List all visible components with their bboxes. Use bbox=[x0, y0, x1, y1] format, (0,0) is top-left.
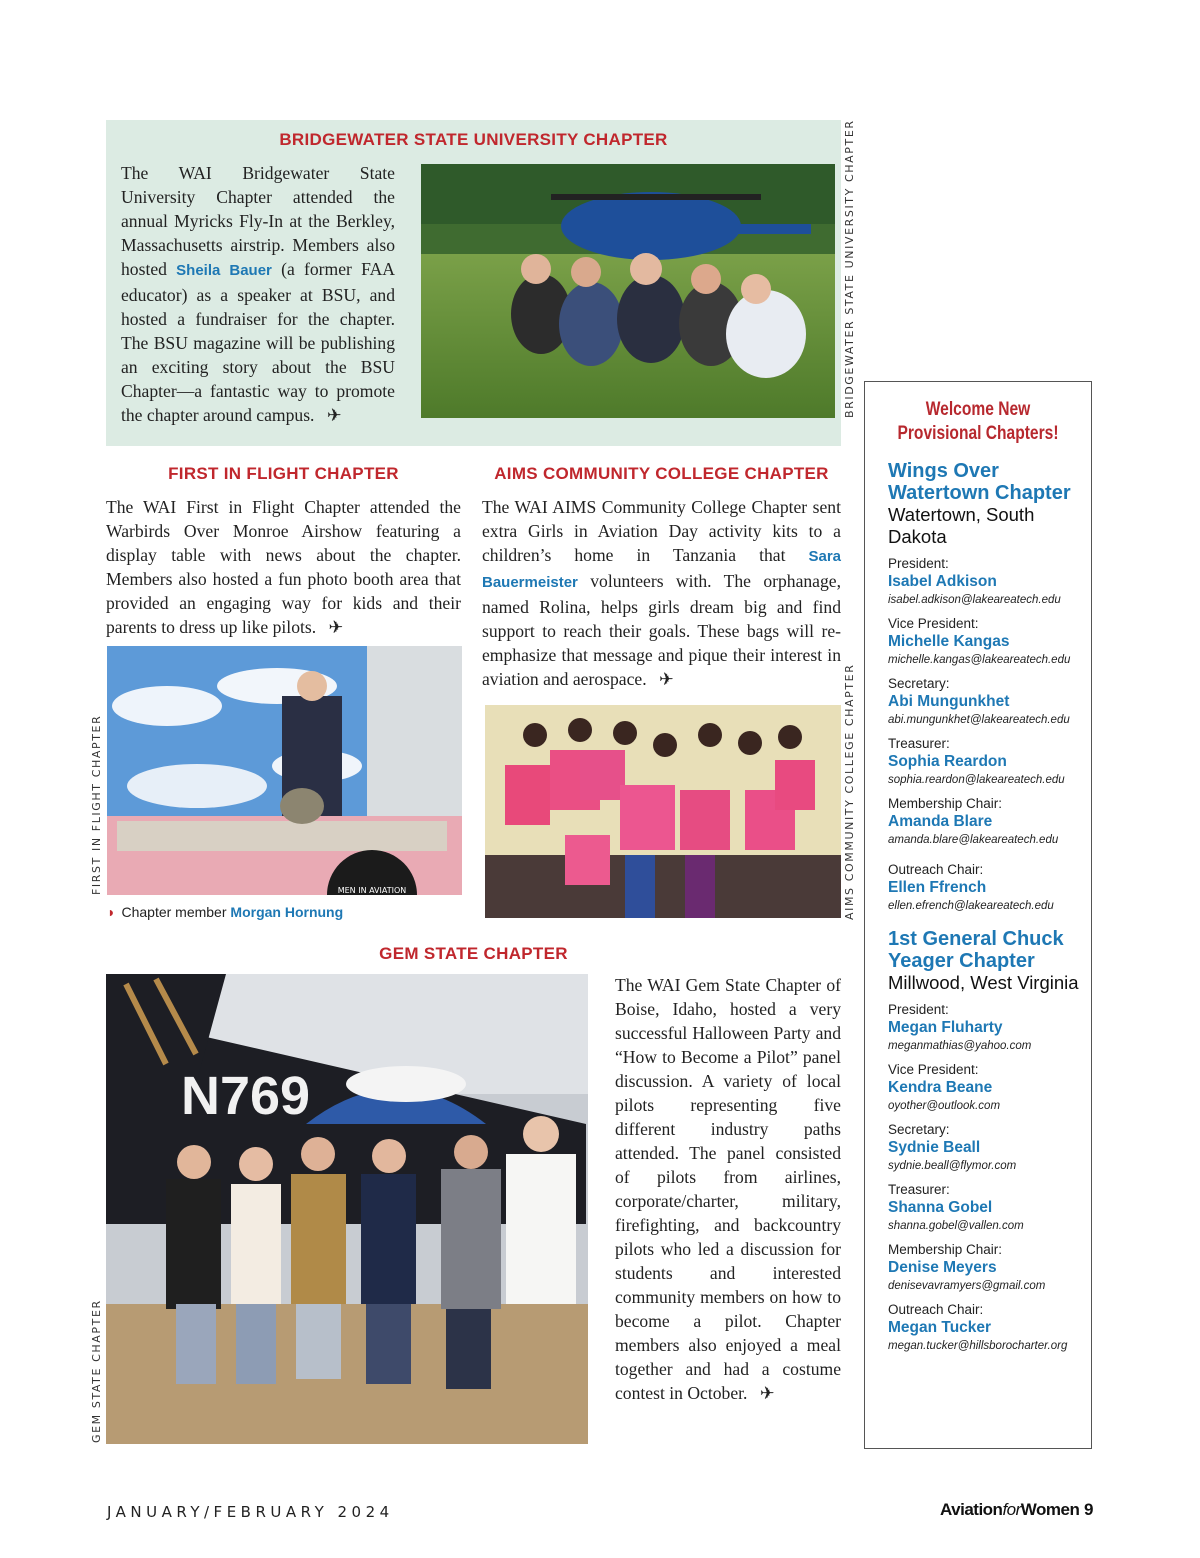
officer-role: Membership Chair: bbox=[888, 796, 1003, 811]
officer-name: Kendra Beane bbox=[888, 1079, 993, 1096]
officer-role: President: bbox=[888, 556, 949, 571]
gem-text-body: The WAI Gem State Chapter of Boise, Idaho, hosted a very successful Halloween Party and “How to Become a Pilot” panel discussion. A variety of local pilots representing five different industry paths attended. The panel consisted of pilots from airlines, corporate/charter, military, firefighting, and backcountry pilots who led a discussion for students and interested community members on how to become a pilot. Chapter members also enjoyed a meal together and had a costume contest in October. bbox=[615, 975, 841, 1403]
aims-text-part1: The WAI AIMS Community College Chapter sent extra Girls in Aviation Day activity kits to a children’s home in Tanzania that bbox=[482, 497, 841, 565]
chapter-block bbox=[865, 922, 1091, 1354]
sidebar-title-line1: Welcome New bbox=[925, 399, 1031, 420]
fif-caption-name: Morgan Hornung bbox=[230, 904, 344, 920]
provisional-chapters-sidebar bbox=[864, 381, 1092, 1449]
officer-email: denisevavramyers@gmail.com bbox=[888, 1280, 1046, 1292]
officer-email: shanna.gobel@vallen.com bbox=[888, 1220, 1024, 1232]
bsu-text-part1: The WAI Bridgewater State University Chapter attended the annual Myricks Fly-In at the Berkley, Massachusetts airstrip. Members also hosted bbox=[121, 163, 395, 279]
fif-caption bbox=[107, 904, 343, 920]
magazine-name-part2: for bbox=[1002, 1500, 1021, 1519]
officer-role: President: bbox=[888, 1002, 949, 1017]
officer-name: Sydnie Beall bbox=[888, 1139, 981, 1156]
aims-heading: AIMS COMMUNITY COLLEGE CHAPTER bbox=[494, 464, 829, 483]
officer-role: Treasurer: bbox=[888, 736, 950, 751]
officer-role: Vice President: bbox=[888, 1062, 979, 1077]
officer-entry bbox=[888, 736, 1083, 788]
officer-entry bbox=[888, 1242, 1083, 1294]
officer-role: Outreach Chair: bbox=[888, 1302, 984, 1317]
page-number: 9 bbox=[1084, 1500, 1094, 1519]
officer-email: sydnie.beall@flymor.com bbox=[888, 1160, 1017, 1172]
officer-email: isabel.adkison@lakeareatech.edu bbox=[888, 594, 1061, 606]
fif-text-body: The WAI First in Flight Chapter attended the Warbirds Over Monroe Airshow featuring a display table with news about the chapter. Members also hosted a fun photo booth area that provided an engaging way for kids and their parents to dress up like pilots. bbox=[106, 497, 461, 637]
officer-name: Ellen Ffrench bbox=[888, 879, 987, 896]
footer-date: JANUARY/FEBRUARY 2024 bbox=[107, 1503, 394, 1521]
officer-name: Isabel Adkison bbox=[888, 573, 997, 590]
officer-name: Sophia Reardon bbox=[888, 753, 1007, 770]
officer-email: michelle.kangas@lakeareatech.edu bbox=[888, 654, 1071, 666]
aims-highlight-name: Sara Bauermeister bbox=[482, 548, 841, 591]
footer-magazine-name bbox=[940, 1500, 1080, 1520]
officer-email: meganmathias@yahoo.com bbox=[888, 1040, 1032, 1052]
aims-text bbox=[482, 495, 841, 691]
officer-name: Denise Meyers bbox=[888, 1259, 997, 1276]
officer-entry bbox=[888, 1302, 1083, 1354]
bsu-text-part2: (a former FAA educator) as a speaker at BSU, and hosted a fundraiser for the chapter. The BSU magazine will be publishing an exciting story about the BSU Chapter—a fantastic way to promote the chapter around campus. bbox=[121, 259, 395, 425]
gem-side-label: GEM STATE CHAPTER bbox=[90, 1299, 103, 1443]
fif-photo bbox=[107, 646, 462, 895]
aims-text-part2: volunteers with. The orphanage, named Rolina, helps girls dream big and find support to reach their goals. These bags will re-emphasize that message and pique their interest in aviation and aerospace. bbox=[482, 571, 841, 689]
officer-role: Secretary: bbox=[888, 676, 950, 691]
end-mark-icon: ✈ bbox=[759, 1383, 775, 1403]
gem-photo-tail-number: N769 bbox=[181, 1066, 311, 1126]
officer-name: Shanna Gobel bbox=[888, 1199, 993, 1216]
fif-photo-banner-text: MEN IN AVIATION bbox=[337, 886, 407, 895]
officer-role: Treasurer: bbox=[888, 1182, 950, 1197]
officer-entry bbox=[888, 676, 1083, 728]
caption-marker-icon: ◗ bbox=[107, 904, 116, 920]
bsu-photo bbox=[421, 164, 835, 418]
officer-email: amanda.blare@lakeareatech.edu bbox=[888, 834, 1059, 846]
gem-heading: GEM STATE CHAPTER bbox=[379, 944, 568, 963]
officer-entry bbox=[888, 1062, 1083, 1114]
end-mark-icon: ✈ bbox=[659, 669, 674, 689]
officer-entry bbox=[888, 616, 1083, 668]
officer-name: Amanda Blare bbox=[888, 813, 993, 830]
officer-entry bbox=[888, 1182, 1083, 1234]
officer-role: Secretary: bbox=[888, 1122, 950, 1137]
officer-name: Megan Tucker bbox=[888, 1319, 992, 1336]
officer-entry bbox=[888, 556, 1083, 608]
end-mark-icon: ✈ bbox=[326, 405, 342, 425]
magazine-name-part3: Women bbox=[1020, 1500, 1080, 1519]
officer-name: Michelle Kangas bbox=[888, 633, 1010, 650]
officer-entry bbox=[888, 862, 1083, 914]
sidebar-title-line2: Provisional Chapters! bbox=[897, 423, 1059, 444]
fif-side-label: FIRST IN FLIGHT CHAPTER bbox=[90, 714, 103, 895]
aims-photo bbox=[485, 705, 841, 918]
fif-caption-prefix: Chapter member bbox=[121, 904, 231, 920]
officer-email: megan.tucker@hillsborocharter.org bbox=[888, 1340, 1068, 1352]
fif-text bbox=[106, 495, 461, 639]
officer-name: Abi Mungunkhet bbox=[888, 693, 1010, 710]
gem-text bbox=[615, 973, 841, 1405]
bsu-side-label: BRIDGEWATER STATE UNIVERSITY CHAPTER bbox=[843, 119, 856, 418]
officer-email: sophia.reardon@lakeareatech.edu bbox=[888, 774, 1065, 786]
fif-heading: FIRST IN FLIGHT CHAPTER bbox=[168, 464, 399, 483]
officer-role: Membership Chair: bbox=[888, 1242, 1003, 1257]
bsu-heading: BRIDGEWATER STATE UNIVERSITY CHAPTER bbox=[279, 130, 668, 149]
bsu-text bbox=[121, 161, 395, 427]
officer-role: Vice President: bbox=[888, 616, 979, 631]
end-mark-icon: ✈ bbox=[328, 617, 344, 637]
officer-email: oyother@outlook.com bbox=[888, 1100, 1001, 1112]
bsu-highlight-name: Sheila Bauer bbox=[176, 262, 272, 279]
officer-email: ellen.efrench@lakeareatech.edu bbox=[888, 900, 1054, 912]
officer-role: Outreach Chair: bbox=[888, 862, 984, 877]
aims-side-label: AIMS COMMUNITY COLLEGE CHAPTER bbox=[843, 663, 856, 920]
chapter-block bbox=[865, 446, 1091, 914]
gem-photo bbox=[106, 974, 588, 1444]
officer-name: Megan Fluharty bbox=[888, 1019, 1003, 1036]
chapter-name: 1st General Chuck Yeager Chapter bbox=[888, 928, 1064, 972]
magazine-name-part1: Aviation bbox=[940, 1500, 1003, 1519]
chapter-location: Millwood, West Virginia bbox=[888, 972, 1079, 993]
officer-entry bbox=[888, 1122, 1083, 1174]
officer-email: abi.mungunkhet@lakeareatech.edu bbox=[888, 714, 1070, 726]
chapter-location: Watertown, South Dakota bbox=[888, 504, 1035, 547]
officer-entry bbox=[888, 796, 1083, 848]
officer-entry bbox=[888, 1002, 1083, 1054]
chapter-name: Wings Over Watertown Chapter bbox=[888, 460, 1071, 504]
